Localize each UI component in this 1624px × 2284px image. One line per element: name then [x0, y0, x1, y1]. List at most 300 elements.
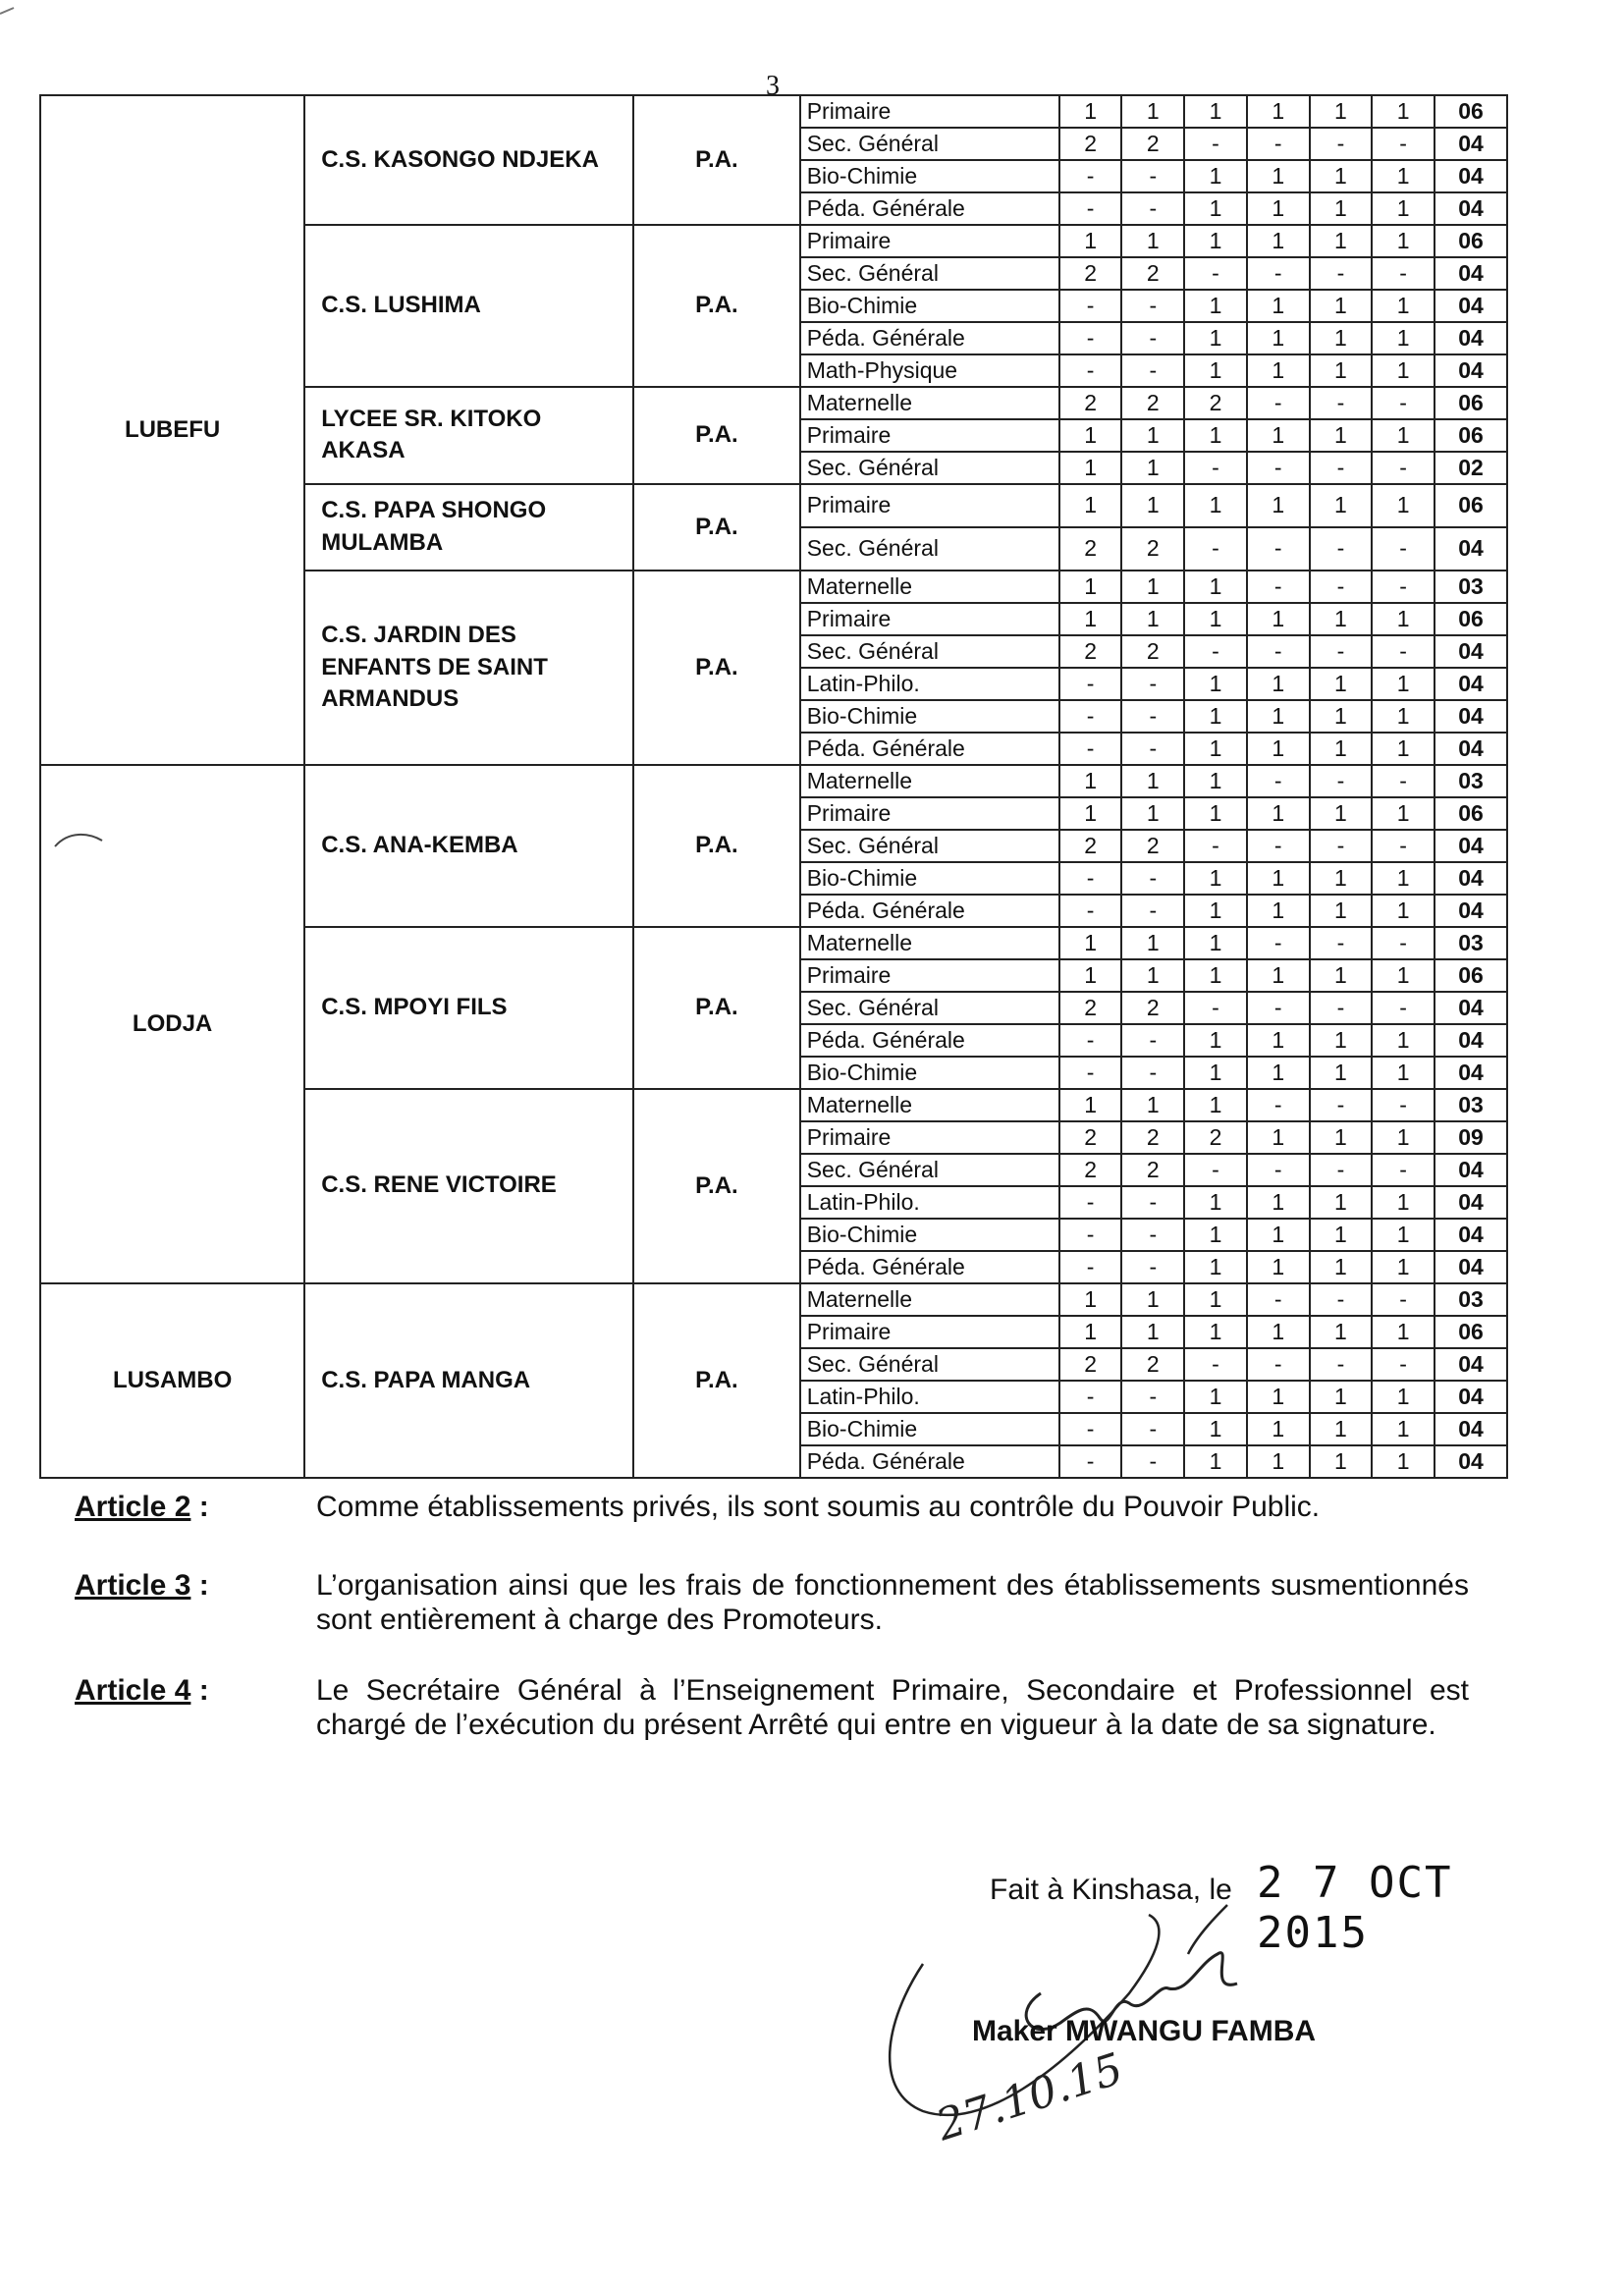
class-count-cell: 1: [1184, 1089, 1247, 1121]
class-count-cell: 1: [1372, 959, 1435, 992]
class-count-cell: 1: [1184, 1219, 1247, 1251]
class-count-cell: 1: [1372, 290, 1435, 322]
class-count-cell: 1: [1310, 733, 1373, 765]
status-cell: P.A.: [633, 1283, 800, 1478]
total-cell: 04: [1435, 992, 1507, 1024]
class-count-cell: 1: [1247, 1251, 1310, 1283]
status-cell: P.A.: [633, 571, 800, 765]
class-count-cell: -: [1121, 733, 1184, 765]
class-count-cell: 1: [1310, 192, 1373, 225]
class-count-cell: 1: [1310, 1381, 1373, 1413]
class-count-cell: 1: [1310, 895, 1373, 927]
class-count-cell: 1: [1247, 1057, 1310, 1089]
class-count-cell: 1: [1372, 1251, 1435, 1283]
class-count-cell: 1: [1059, 452, 1122, 484]
school-name-cell: C.S. PAPA MANGA: [304, 1283, 633, 1478]
article-label-text: Article 3: [75, 1569, 191, 1602]
class-count-cell: 2: [1121, 128, 1184, 160]
class-count-cell: -: [1310, 1089, 1373, 1121]
class-count-cell: 1: [1184, 1381, 1247, 1413]
class-count-cell: -: [1059, 1413, 1122, 1445]
class-count-cell: -: [1310, 635, 1373, 668]
class-count-cell: -: [1121, 1251, 1184, 1283]
status-cell: P.A.: [633, 387, 800, 484]
class-count-cell: -: [1059, 895, 1122, 927]
article-text: L’organisation ainsi que les frais de fonctionnement des établissements susmentionnés sont entièrement à charge des Promoteurs.: [316, 1569, 1469, 1636]
class-count-cell: -: [1059, 1219, 1122, 1251]
class-count-cell: 2: [1059, 257, 1122, 290]
handwritten-date: 27.10.15: [930, 2043, 1129, 2151]
class-count-cell: 1: [1247, 419, 1310, 452]
class-count-cell: 2: [1059, 830, 1122, 862]
total-cell: 06: [1435, 484, 1507, 527]
signatory-name: Maker MWANGU FAMBA: [972, 2015, 1317, 2047]
class-count-cell: 1: [1184, 1283, 1247, 1316]
class-count-cell: -: [1372, 1089, 1435, 1121]
option-cell: Maternelle: [800, 1283, 1059, 1316]
class-count-cell: -: [1247, 128, 1310, 160]
total-cell: 04: [1435, 354, 1507, 387]
class-count-cell: -: [1247, 992, 1310, 1024]
status-cell: P.A.: [633, 1089, 800, 1283]
class-count-cell: -: [1247, 1089, 1310, 1121]
class-count-cell: 1: [1247, 95, 1310, 128]
total-cell: 04: [1435, 1057, 1507, 1089]
option-cell: Péda. Générale: [800, 895, 1059, 927]
total-cell: 04: [1435, 1413, 1507, 1445]
option-cell: Maternelle: [800, 765, 1059, 797]
option-cell: Primaire: [800, 95, 1059, 128]
total-cell: 04: [1435, 1348, 1507, 1381]
school-name-cell: C.S. RENE VICTOIRE: [304, 1089, 633, 1283]
class-count-cell: 1: [1059, 484, 1122, 527]
option-cell: Péda. Générale: [800, 192, 1059, 225]
class-count-cell: 2: [1059, 1121, 1122, 1154]
option-cell: Maternelle: [800, 927, 1059, 959]
class-count-cell: 1: [1059, 603, 1122, 635]
class-count-cell: -: [1247, 1348, 1310, 1381]
class-count-cell: -: [1310, 1283, 1373, 1316]
class-count-cell: -: [1121, 862, 1184, 895]
class-count-cell: 2: [1121, 1348, 1184, 1381]
class-count-cell: -: [1247, 257, 1310, 290]
class-count-cell: 1: [1121, 225, 1184, 257]
class-count-cell: -: [1372, 257, 1435, 290]
class-count-cell: 1: [1310, 484, 1373, 527]
school-name-cell: C.S. JARDIN DES ENFANTS DE SAINT ARMANDUS: [304, 571, 633, 765]
class-count-cell: 1: [1184, 484, 1247, 527]
class-count-cell: 1: [1247, 1316, 1310, 1348]
class-count-cell: 1: [1310, 1186, 1373, 1219]
class-count-cell: -: [1121, 895, 1184, 927]
class-count-cell: 1: [1184, 797, 1247, 830]
class-count-cell: 1: [1247, 862, 1310, 895]
class-count-cell: -: [1247, 387, 1310, 419]
class-count-cell: -: [1059, 290, 1122, 322]
total-cell: 04: [1435, 830, 1507, 862]
schools-table: [39, 94, 1508, 1479]
class-count-cell: 1: [1247, 895, 1310, 927]
signature-block: [864, 1846, 1551, 2170]
total-cell: 03: [1435, 571, 1507, 603]
class-count-cell: 1: [1247, 959, 1310, 992]
class-count-cell: 1: [1121, 452, 1184, 484]
class-count-cell: 1: [1372, 1121, 1435, 1154]
total-cell: 04: [1435, 322, 1507, 354]
class-count-cell: 1: [1372, 668, 1435, 700]
class-count-cell: -: [1310, 571, 1373, 603]
class-count-cell: 2: [1184, 387, 1247, 419]
class-count-cell: -: [1184, 1348, 1247, 1381]
class-count-cell: -: [1184, 635, 1247, 668]
class-count-cell: -: [1059, 354, 1122, 387]
option-cell: Latin-Philo.: [800, 1186, 1059, 1219]
article-4: [75, 1674, 1469, 1742]
class-count-cell: 1: [1121, 1089, 1184, 1121]
total-cell: 04: [1435, 257, 1507, 290]
class-count-cell: -: [1372, 1283, 1435, 1316]
class-count-cell: 1: [1310, 1251, 1373, 1283]
class-count-cell: 2: [1059, 992, 1122, 1024]
class-count-cell: -: [1121, 160, 1184, 192]
class-count-cell: 1: [1059, 797, 1122, 830]
class-count-cell: 2: [1184, 1121, 1247, 1154]
class-count-cell: -: [1121, 668, 1184, 700]
class-count-cell: 2: [1059, 635, 1122, 668]
class-count-cell: 1: [1184, 700, 1247, 733]
class-count-cell: 1: [1059, 1089, 1122, 1121]
option-cell: Primaire: [800, 484, 1059, 527]
total-cell: 04: [1435, 895, 1507, 927]
total-cell: 06: [1435, 603, 1507, 635]
article-label: Article 4 :: [75, 1674, 209, 1707]
class-count-cell: 1: [1247, 1024, 1310, 1057]
total-cell: 03: [1435, 1089, 1507, 1121]
total-cell: 04: [1435, 192, 1507, 225]
option-cell: Primaire: [800, 1316, 1059, 1348]
total-cell: 04: [1435, 733, 1507, 765]
class-count-cell: 1: [1184, 668, 1247, 700]
place-line: Fait à Kinshasa, le: [990, 1874, 1232, 1906]
class-count-cell: -: [1121, 192, 1184, 225]
class-count-cell: 1: [1247, 322, 1310, 354]
page-number: 3: [766, 71, 780, 101]
class-count-cell: 1: [1372, 1316, 1435, 1348]
option-cell: Bio-Chimie: [800, 160, 1059, 192]
class-count-cell: -: [1372, 1348, 1435, 1381]
total-cell: 04: [1435, 1445, 1507, 1478]
article-label: Article 2 :: [75, 1491, 209, 1523]
class-count-cell: 1: [1310, 797, 1373, 830]
class-count-cell: -: [1184, 992, 1247, 1024]
class-count-cell: 1: [1121, 927, 1184, 959]
class-count-cell: -: [1310, 992, 1373, 1024]
class-count-cell: 1: [1184, 354, 1247, 387]
class-count-cell: -: [1059, 733, 1122, 765]
class-count-cell: -: [1372, 128, 1435, 160]
total-cell: 03: [1435, 927, 1507, 959]
class-count-cell: -: [1372, 452, 1435, 484]
class-count-cell: -: [1121, 322, 1184, 354]
total-cell: 04: [1435, 700, 1507, 733]
class-count-cell: 2: [1059, 387, 1122, 419]
class-count-cell: -: [1059, 1186, 1122, 1219]
class-count-cell: 1: [1247, 290, 1310, 322]
school-name-cell: C.S. PAPA SHONGO MULAMBA: [304, 484, 633, 571]
school-name-cell: C.S. KASONGO NDJEKA: [304, 95, 633, 225]
option-cell: Sec. Général: [800, 1154, 1059, 1186]
class-count-cell: 1: [1184, 1186, 1247, 1219]
class-count-cell: 1: [1247, 484, 1310, 527]
class-count-cell: -: [1059, 862, 1122, 895]
date-stamp: 2 7 OCT 2015: [1257, 1858, 1453, 1958]
class-count-cell: -: [1121, 1024, 1184, 1057]
class-count-cell: 2: [1059, 1348, 1122, 1381]
option-cell: Latin-Philo.: [800, 1381, 1059, 1413]
class-count-cell: 1: [1121, 765, 1184, 797]
class-count-cell: 2: [1121, 1121, 1184, 1154]
class-count-cell: 1: [1121, 571, 1184, 603]
scan-artifact: [49, 825, 108, 854]
option-cell: Sec. Général: [800, 992, 1059, 1024]
class-count-cell: 1: [1372, 419, 1435, 452]
option-cell: Péda. Générale: [800, 1024, 1059, 1057]
class-count-cell: 1: [1372, 1186, 1435, 1219]
class-count-cell: 1: [1310, 1057, 1373, 1089]
school-name-cell: C.S. LUSHIMA: [304, 225, 633, 387]
status-cell: P.A.: [633, 765, 800, 927]
class-count-cell: 1: [1184, 927, 1247, 959]
class-count-cell: 1: [1184, 895, 1247, 927]
class-count-cell: 1: [1059, 95, 1122, 128]
class-count-cell: 1: [1184, 862, 1247, 895]
class-count-cell: 1: [1372, 733, 1435, 765]
class-count-cell: 1: [1121, 95, 1184, 128]
class-count-cell: -: [1059, 1445, 1122, 1478]
class-count-cell: -: [1372, 992, 1435, 1024]
class-count-cell: 1: [1059, 959, 1122, 992]
class-count-cell: 1: [1310, 1316, 1373, 1348]
option-cell: Bio-Chimie: [800, 862, 1059, 895]
class-count-cell: -: [1247, 1283, 1310, 1316]
class-count-cell: -: [1184, 830, 1247, 862]
option-cell: Péda. Générale: [800, 733, 1059, 765]
class-count-cell: 1: [1121, 603, 1184, 635]
class-count-cell: -: [1310, 927, 1373, 959]
class-count-cell: -: [1059, 192, 1122, 225]
location-cell: LUSAMBO: [40, 1283, 304, 1478]
option-cell: Primaire: [800, 419, 1059, 452]
class-count-cell: -: [1372, 927, 1435, 959]
class-count-cell: 1: [1372, 1219, 1435, 1251]
option-cell: Latin-Philo.: [800, 668, 1059, 700]
class-count-cell: 1: [1372, 862, 1435, 895]
class-count-cell: 1: [1059, 1316, 1122, 1348]
class-count-cell: 1: [1372, 1413, 1435, 1445]
class-count-cell: 1: [1247, 225, 1310, 257]
class-count-cell: 1: [1247, 1121, 1310, 1154]
class-count-cell: -: [1247, 635, 1310, 668]
class-count-cell: -: [1059, 160, 1122, 192]
class-count-cell: 2: [1059, 1154, 1122, 1186]
class-count-cell: 1: [1247, 160, 1310, 192]
class-count-cell: -: [1184, 527, 1247, 571]
option-cell: Péda. Générale: [800, 1251, 1059, 1283]
class-count-cell: -: [1372, 635, 1435, 668]
total-cell: 06: [1435, 1316, 1507, 1348]
total-cell: 09: [1435, 1121, 1507, 1154]
class-count-cell: -: [1372, 765, 1435, 797]
option-cell: Sec. Général: [800, 527, 1059, 571]
class-count-cell: -: [1121, 1057, 1184, 1089]
total-cell: 06: [1435, 797, 1507, 830]
class-count-cell: -: [1372, 571, 1435, 603]
option-cell: Bio-Chimie: [800, 700, 1059, 733]
class-count-cell: -: [1310, 765, 1373, 797]
class-count-cell: -: [1247, 765, 1310, 797]
class-count-cell: 2: [1121, 527, 1184, 571]
class-count-cell: -: [1121, 1445, 1184, 1478]
total-cell: 04: [1435, 635, 1507, 668]
class-count-cell: -: [1310, 257, 1373, 290]
class-count-cell: 1: [1372, 322, 1435, 354]
article-2: [75, 1491, 1469, 1525]
option-cell: Primaire: [800, 797, 1059, 830]
article-text: Le Secrétaire Général à l’Enseignement Primaire, Secondaire et Professionnel est chargé de l’exécution du présent Arrêté qui entre en vigueur à la date de sa signature.: [316, 1674, 1469, 1741]
class-count-cell: 2: [1121, 387, 1184, 419]
class-count-cell: 1: [1247, 1413, 1310, 1445]
total-cell: 04: [1435, 668, 1507, 700]
class-count-cell: 1: [1247, 1381, 1310, 1413]
class-count-cell: 1: [1059, 571, 1122, 603]
class-count-cell: 1: [1372, 700, 1435, 733]
class-count-cell: 1: [1310, 1413, 1373, 1445]
class-count-cell: 1: [1310, 322, 1373, 354]
option-cell: Maternelle: [800, 571, 1059, 603]
option-cell: Sec. Général: [800, 128, 1059, 160]
class-count-cell: 1: [1059, 225, 1122, 257]
class-count-cell: 1: [1247, 668, 1310, 700]
class-count-cell: -: [1059, 322, 1122, 354]
status-cell: P.A.: [633, 95, 800, 225]
class-count-cell: -: [1059, 1024, 1122, 1057]
class-count-cell: 1: [1184, 959, 1247, 992]
class-count-cell: -: [1247, 830, 1310, 862]
class-count-cell: 1: [1059, 419, 1122, 452]
class-count-cell: -: [1247, 527, 1310, 571]
class-count-cell: 2: [1121, 635, 1184, 668]
class-count-cell: 1: [1310, 700, 1373, 733]
total-cell: 06: [1435, 225, 1507, 257]
class-count-cell: -: [1121, 1381, 1184, 1413]
class-count-cell: 1: [1310, 95, 1373, 128]
class-count-cell: 1: [1372, 160, 1435, 192]
class-count-cell: 1: [1247, 733, 1310, 765]
class-count-cell: 1: [1184, 603, 1247, 635]
total-cell: 04: [1435, 290, 1507, 322]
class-count-cell: -: [1310, 452, 1373, 484]
class-count-cell: -: [1247, 927, 1310, 959]
class-count-cell: -: [1184, 257, 1247, 290]
total-cell: 06: [1435, 95, 1507, 128]
class-count-cell: -: [1121, 1413, 1184, 1445]
class-count-cell: 1: [1372, 354, 1435, 387]
table-row: [40, 1283, 1507, 1316]
article-label-text: Article 2: [75, 1491, 191, 1523]
option-cell: Maternelle: [800, 1089, 1059, 1121]
class-count-cell: 1: [1310, 668, 1373, 700]
class-count-cell: 2: [1121, 257, 1184, 290]
class-count-cell: -: [1121, 354, 1184, 387]
class-count-cell: -: [1184, 128, 1247, 160]
school-name-cell: LYCEE SR. KITOKO AKASA: [304, 387, 633, 484]
total-cell: 06: [1435, 959, 1507, 992]
class-count-cell: 1: [1372, 1381, 1435, 1413]
class-count-cell: 1: [1184, 1024, 1247, 1057]
class-count-cell: -: [1310, 1348, 1373, 1381]
class-count-cell: -: [1059, 1057, 1122, 1089]
scan-artifact: [0, 0, 39, 20]
class-count-cell: -: [1247, 571, 1310, 603]
class-count-cell: 1: [1310, 419, 1373, 452]
class-count-cell: 1: [1247, 1445, 1310, 1478]
class-count-cell: 1: [1247, 797, 1310, 830]
class-count-cell: -: [1059, 668, 1122, 700]
class-count-cell: -: [1310, 1154, 1373, 1186]
option-cell: Bio-Chimie: [800, 1057, 1059, 1089]
class-count-cell: 1: [1247, 192, 1310, 225]
class-count-cell: 1: [1059, 1283, 1122, 1316]
class-count-cell: 1: [1372, 1445, 1435, 1478]
class-count-cell: 1: [1310, 290, 1373, 322]
total-cell: 04: [1435, 160, 1507, 192]
class-count-cell: -: [1059, 1251, 1122, 1283]
class-count-cell: 1: [1184, 419, 1247, 452]
total-cell: 04: [1435, 527, 1507, 571]
class-count-cell: 1: [1184, 290, 1247, 322]
option-cell: Bio-Chimie: [800, 290, 1059, 322]
total-cell: 04: [1435, 862, 1507, 895]
option-cell: Bio-Chimie: [800, 1219, 1059, 1251]
class-count-cell: 1: [1184, 192, 1247, 225]
class-count-cell: -: [1121, 290, 1184, 322]
option-cell: Math-Physique: [800, 354, 1059, 387]
location-cell: LODJA: [40, 765, 304, 1283]
class-count-cell: 1: [1184, 1316, 1247, 1348]
class-count-cell: 1: [1121, 1283, 1184, 1316]
option-cell: Sec. Général: [800, 257, 1059, 290]
total-cell: 04: [1435, 128, 1507, 160]
class-count-cell: 1: [1059, 927, 1122, 959]
class-count-cell: 1: [1310, 603, 1373, 635]
class-count-cell: -: [1372, 527, 1435, 571]
option-cell: Primaire: [800, 1121, 1059, 1154]
class-count-cell: 1: [1121, 1316, 1184, 1348]
class-count-cell: 1: [1184, 160, 1247, 192]
class-count-cell: 1: [1310, 225, 1373, 257]
class-count-cell: 1: [1372, 603, 1435, 635]
class-count-cell: 1: [1372, 797, 1435, 830]
table-row: [40, 95, 1507, 128]
class-count-cell: 1: [1372, 95, 1435, 128]
class-count-cell: 1: [1247, 354, 1310, 387]
total-cell: 04: [1435, 1381, 1507, 1413]
class-count-cell: 2: [1059, 527, 1122, 571]
class-count-cell: 1: [1184, 571, 1247, 603]
class-count-cell: 1: [1310, 1219, 1373, 1251]
class-count-cell: -: [1247, 452, 1310, 484]
table-row: [40, 765, 1507, 797]
